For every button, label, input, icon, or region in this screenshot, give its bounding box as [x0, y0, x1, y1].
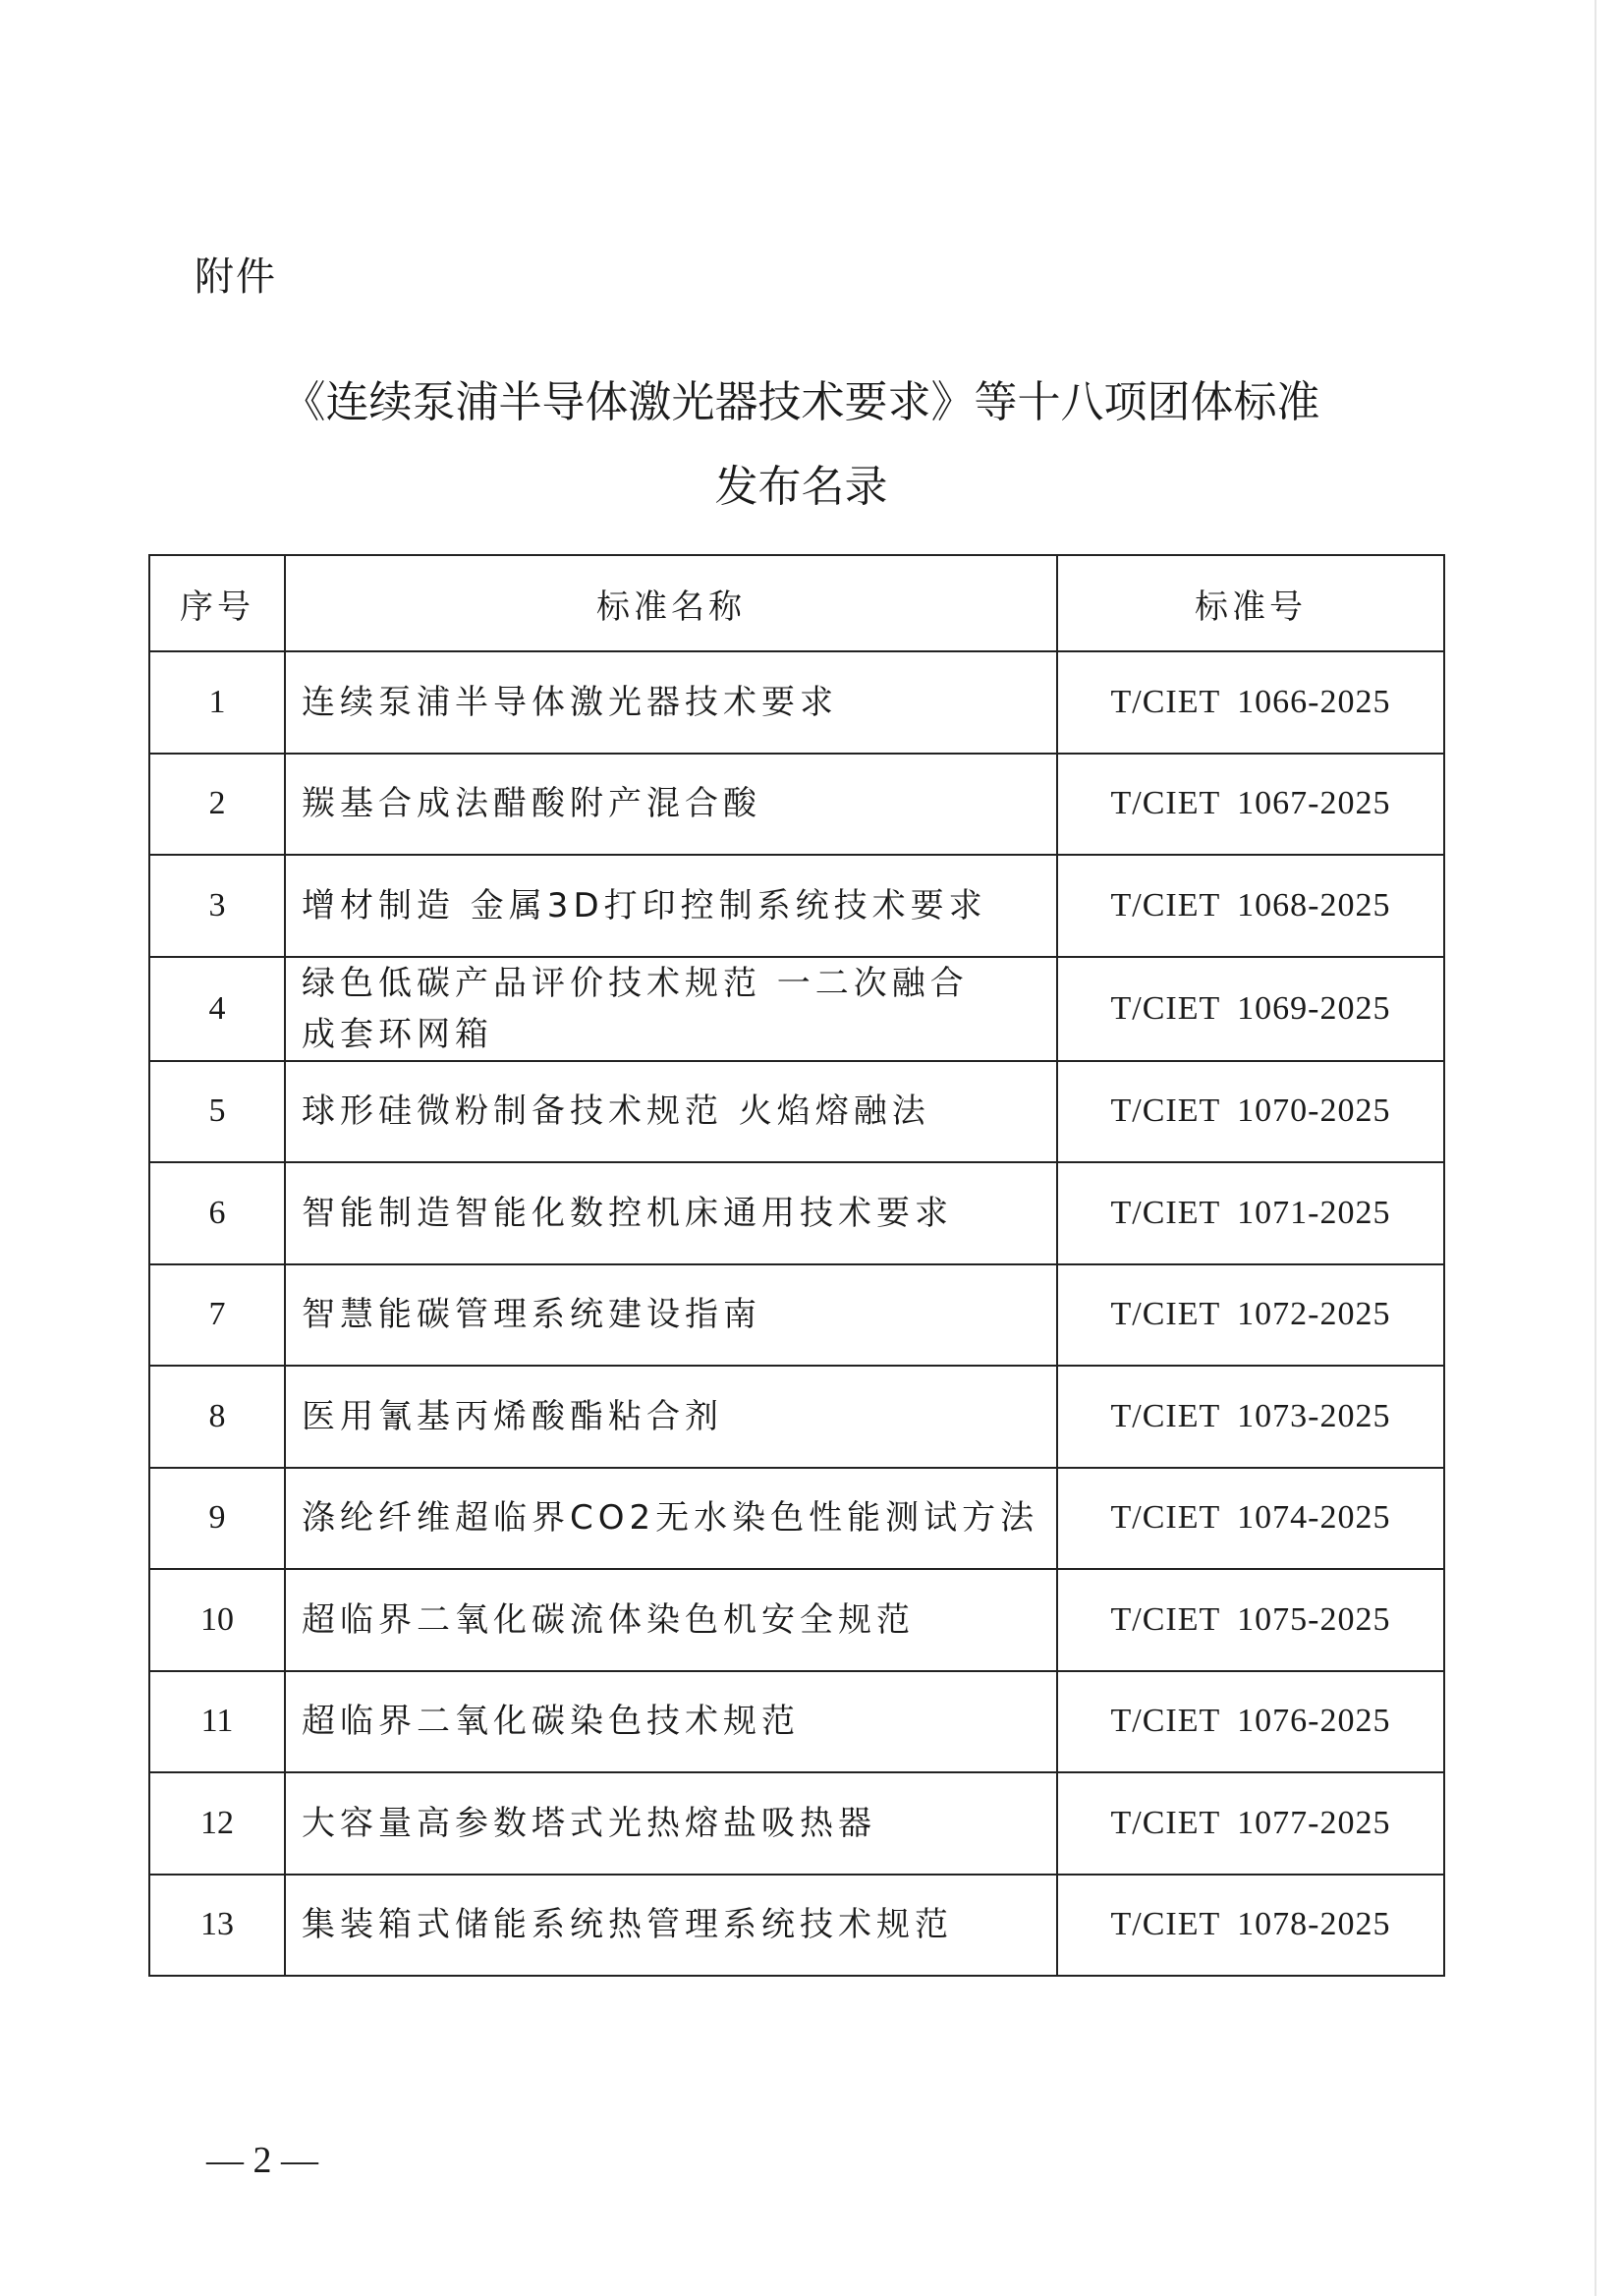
row-seq: 12: [149, 1772, 285, 1875]
table-row: [149, 855, 1444, 957]
row-standard-code: T/CIET 1066-2025: [1057, 651, 1444, 754]
standards-table: [148, 554, 1445, 1977]
row-standard-code: T/CIET 1070-2025: [1057, 1061, 1444, 1163]
row-standard-name: [285, 1671, 1057, 1773]
row-standard-code: T/CIET 1076-2025: [1057, 1671, 1444, 1773]
row-standard-name: [285, 651, 1057, 754]
table-row: [149, 1468, 1444, 1570]
row-seq: 5: [149, 1061, 285, 1163]
row-standard-name: [285, 754, 1057, 856]
row-standard-code: T/CIET 1068-2025: [1057, 855, 1444, 957]
table-row: [149, 1264, 1444, 1367]
table-header-row: [149, 555, 1444, 651]
row-standard-name: [285, 1061, 1057, 1163]
standard-name-line: 增材制造 金属3D打印控制系统技术要求: [302, 885, 987, 925]
row-seq: 13: [149, 1875, 285, 1977]
row-seq: 9: [149, 1468, 285, 1570]
table-row: [149, 1162, 1444, 1264]
table-row: [149, 1569, 1444, 1671]
table-row: [149, 1366, 1444, 1468]
table-row: [149, 1061, 1444, 1163]
header-seq: 序号: [149, 555, 285, 651]
table-row: [149, 754, 1444, 856]
standard-name-line: 绿色低碳产品评价技术规范 一二次融合: [302, 963, 969, 1003]
row-seq: 2: [149, 754, 285, 856]
table-row: [149, 1772, 1444, 1875]
table-row: [149, 957, 1444, 1061]
row-standard-name: [285, 1162, 1057, 1264]
row-standard-name: [285, 1264, 1057, 1367]
row-standard-name: [285, 1875, 1057, 1977]
attachment-label: 附件: [195, 254, 277, 300]
row-standard-code: T/CIET 1067-2025: [1057, 754, 1444, 856]
row-standard-code: T/CIET 1069-2025: [1057, 957, 1444, 1061]
row-standard-name: [285, 957, 1057, 1061]
standard-name-line: 成套环网箱: [302, 1014, 493, 1054]
page-number: — 2 —: [206, 2140, 318, 2181]
row-seq: 6: [149, 1162, 285, 1264]
row-standard-code: T/CIET 1071-2025: [1057, 1162, 1444, 1264]
row-standard-name: [285, 855, 1057, 957]
row-standard-name: [285, 1468, 1057, 1570]
document-title-line-2: 发布名录: [714, 462, 888, 512]
header-code: 标准号: [1057, 555, 1444, 651]
scan-edge-line: [1595, 0, 1596, 2296]
row-standard-code: T/CIET 1077-2025: [1057, 1772, 1444, 1875]
row-standard-code: T/CIET 1075-2025: [1057, 1569, 1444, 1671]
standard-name-line: 大容量高参数塔式光热熔盐吸热器: [302, 1803, 876, 1843]
table-row: [149, 1875, 1444, 1977]
document-title-line-1: 《连续泵浦半导体激光器技术要求》等十八项团体标准: [282, 377, 1320, 427]
row-standard-name: [285, 1569, 1057, 1671]
row-seq: 8: [149, 1366, 285, 1468]
row-seq: 4: [149, 957, 285, 1061]
row-seq: 7: [149, 1264, 285, 1367]
row-standard-name: [285, 1366, 1057, 1468]
row-seq: 11: [149, 1671, 285, 1773]
row-standard-code: T/CIET 1074-2025: [1057, 1468, 1444, 1570]
standard-name-line: 医用氰基丙烯酸酯粘合剂: [302, 1396, 723, 1436]
row-standard-name: [285, 1772, 1057, 1875]
table-row: [149, 651, 1444, 754]
standard-name-line: 超临界二氧化碳染色技术规范: [302, 1702, 800, 1742]
table-body: [149, 651, 1444, 1976]
row-standard-code: T/CIET 1073-2025: [1057, 1366, 1444, 1468]
row-seq: 10: [149, 1569, 285, 1671]
standard-name-line: 羰基合成法醋酸附产混合酸: [302, 784, 761, 824]
standard-name-line: 超临界二氧化碳流体染色机安全规范: [302, 1599, 915, 1640]
row-seq: 3: [149, 855, 285, 957]
row-standard-code: T/CIET 1078-2025: [1057, 1875, 1444, 1977]
standard-name-line: 集装箱式储能系统热管理系统技术规范: [302, 1905, 953, 1945]
standard-name-line: 涤纶纤维超临界CO2无水染色性能测试方法: [302, 1498, 1039, 1539]
standard-name-line: 连续泵浦半导体激光器技术要求: [302, 682, 838, 722]
row-seq: 1: [149, 651, 285, 754]
standard-name-line: 球形硅微粉制备技术规范 火焰熔融法: [302, 1092, 930, 1132]
standard-name-line: 智慧能碳管理系统建设指南: [302, 1295, 761, 1335]
standard-name-line: 智能制造智能化数控机床通用技术要求: [302, 1193, 953, 1233]
header-name: 标准名称: [285, 555, 1057, 651]
table-row: [149, 1671, 1444, 1773]
row-standard-code: T/CIET 1072-2025: [1057, 1264, 1444, 1367]
